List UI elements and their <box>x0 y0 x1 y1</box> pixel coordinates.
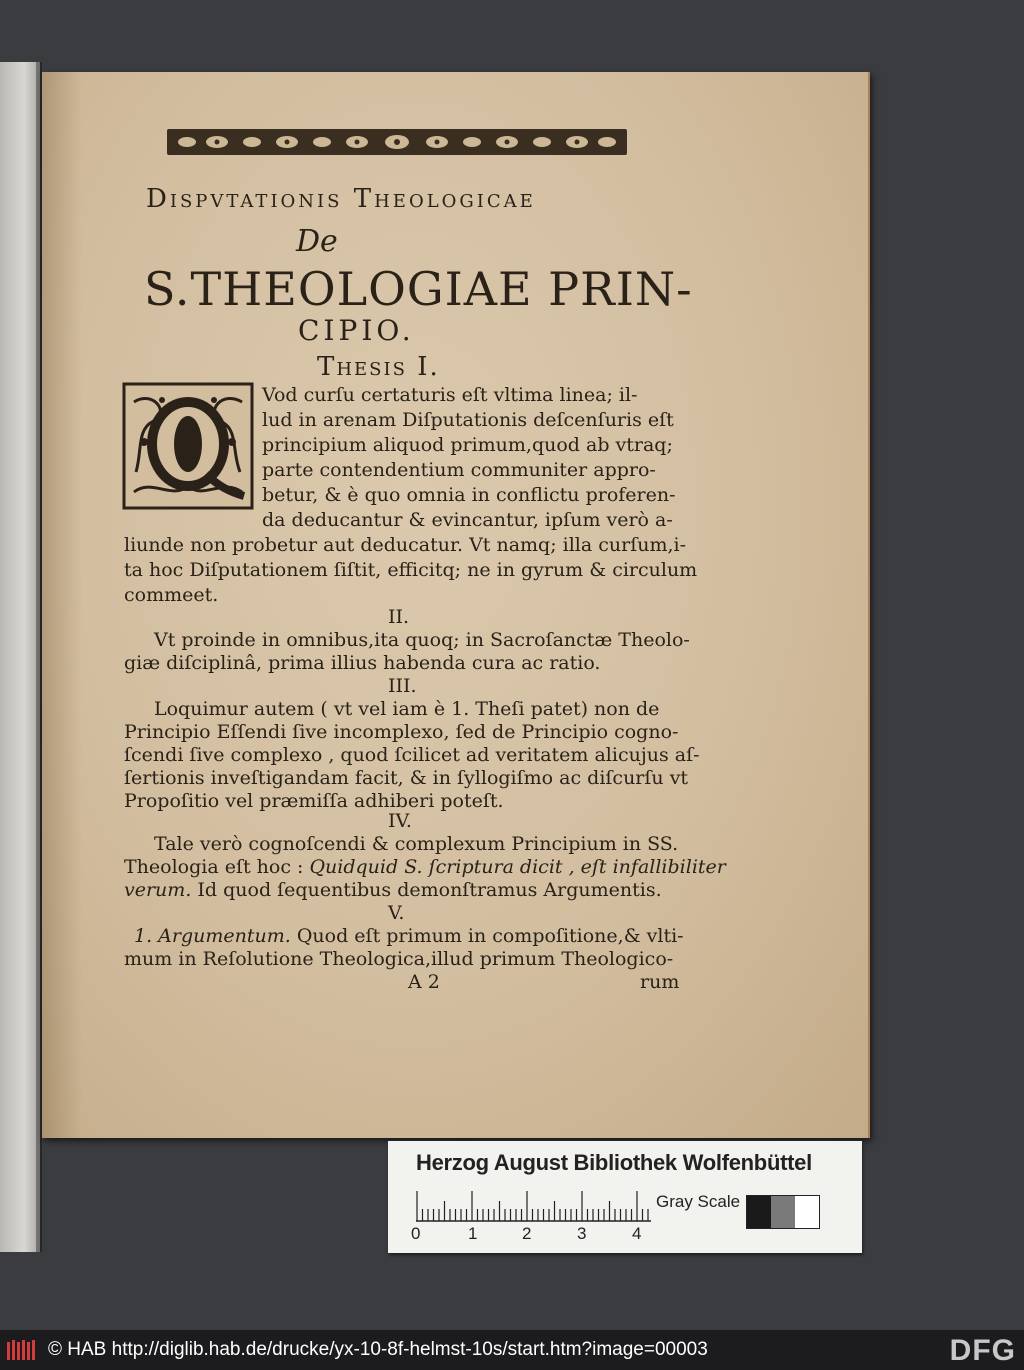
ruler-icon <box>416 1187 651 1223</box>
thesis5-line-2: mum in Reſolutione Theologica,illud primum Theologico- <box>124 948 674 970</box>
heading-line-1: Dispvtationis Theologicae <box>146 184 536 214</box>
thesis4-line-1: Tale verò cognoſcendi & complexum Principium in SS. <box>154 833 679 855</box>
thesis-heading: Thesis I. <box>317 352 440 382</box>
gray-scale-label: Gray Scale <box>656 1192 741 1211</box>
scale-number-0: 0 <box>411 1224 421 1243</box>
heading-de: De <box>296 224 338 259</box>
thesis1-line-6: da deducantur & evincantur, ipſum verò a- <box>262 509 673 531</box>
thesis4-line-2 <box>124 856 726 878</box>
hab-logo-icon <box>6 1338 40 1362</box>
thesis1-line-1: Vod curſu certaturis eſt vltima linea; il- <box>262 384 638 406</box>
thesis4-number: IV. <box>388 810 412 832</box>
thesis3-line-1: Loquimur autem ( vt vel iam è 1. Theſi patet) non de <box>154 698 660 720</box>
footer-bar <box>0 1330 1024 1370</box>
thesis1-line-5: betur, & è quo omnia in conflictu proferen- <box>262 484 676 506</box>
page-gutter <box>42 72 82 1138</box>
scale-number-4: 4 <box>632 1224 642 1243</box>
scanned-page <box>42 72 870 1138</box>
decorated-initial-q-icon <box>122 382 254 510</box>
thesis2-line-2: giæ diſciplinâ, prima illius habenda cura ac ratio. <box>124 652 601 674</box>
gray-swatch <box>746 1195 820 1229</box>
gray-swatch-mid <box>771 1196 795 1228</box>
headpiece-ornament-icon <box>167 127 627 157</box>
gray-scale-card <box>388 1141 862 1253</box>
thesis1-line-9: commeet. <box>124 584 219 606</box>
thesis4-line-3-roman: Id quod ſequentibus demonſtramus Argumentis. <box>191 879 662 901</box>
gray-swatch-dark <box>747 1196 771 1228</box>
thesis5-line-1-italic: 1. Argumentum. <box>134 925 291 947</box>
thesis3-number: III. <box>388 675 417 697</box>
scale-number-1: 1 <box>468 1224 478 1243</box>
signature-mark: A 2 <box>408 971 440 993</box>
heading-line-2: S.THEOLOGIAE PRIN- <box>144 262 693 316</box>
thesis3-line-3: ſcendi ſive complexo , quod ſcilicet ad veritatem alicujus aſ- <box>124 744 700 766</box>
thesis4-line-2-roman: Theologia eſt hoc : <box>124 856 310 878</box>
adjacent-page-edge <box>0 62 40 1252</box>
thesis1-line-4: parte contendentium communiter appro- <box>262 459 656 481</box>
thesis3-line-2: Principio Eſſendi ſive incomplexo, ſed de Principio cogno- <box>124 721 679 743</box>
scale-number-2: 2 <box>522 1224 532 1243</box>
thesis2-number: II. <box>388 606 410 628</box>
catchword: rum <box>640 971 680 993</box>
thesis4-line-3 <box>124 879 662 901</box>
thesis5-line-1-roman: Quod eſt primum in compoſitione,& vlti- <box>290 925 684 947</box>
thesis3-line-5: Propoſitio vel præmiſſa adhiberi poteſt. <box>124 790 504 812</box>
thesis1-line-7: liunde non probetur aut deducatur. Vt namq; illa curſum,i- <box>124 534 687 556</box>
thesis5-line-1 <box>134 925 684 947</box>
gray-swatch-white <box>795 1196 819 1228</box>
footer-url[interactable]: © HAB http://diglib.hab.de/drucke/yx-10-8f-helmst-10s/start.htm?image=00003 <box>48 1339 708 1360</box>
thesis3-line-4: ſertionis inveſtigandam facit, & in ſyllogiſmo ac diſcurſu vt <box>124 767 689 789</box>
thesis5-number: V. <box>388 902 405 924</box>
thesis4-line-2-italic: Quidquid S. ſcriptura dicit , eſt infallibiliter <box>309 856 726 878</box>
thesis1-line-2: lud in arenam Diſputationis deſcenſuris eſt <box>262 409 674 431</box>
scale-number-3: 3 <box>577 1224 587 1243</box>
library-name: Herzog August Bibliothek Wolfenbüttel <box>416 1150 812 1175</box>
thesis2-line-1: Vt proinde in omnibus,ita quoq; in Sacroſanctæ Theolo- <box>154 629 690 651</box>
heading-line-3: CIPIO. <box>298 314 415 347</box>
thesis1-line-8: ta hoc Diſputationem ſiſtit, efficitq; ne in gyrum & circulum <box>124 559 698 581</box>
dfg-logo: DFG <box>949 1334 1016 1367</box>
thesis4-line-3-italic: verum. <box>124 879 192 901</box>
thesis1-line-3: principium aliquod primum,quod ab vtraq; <box>262 434 673 456</box>
